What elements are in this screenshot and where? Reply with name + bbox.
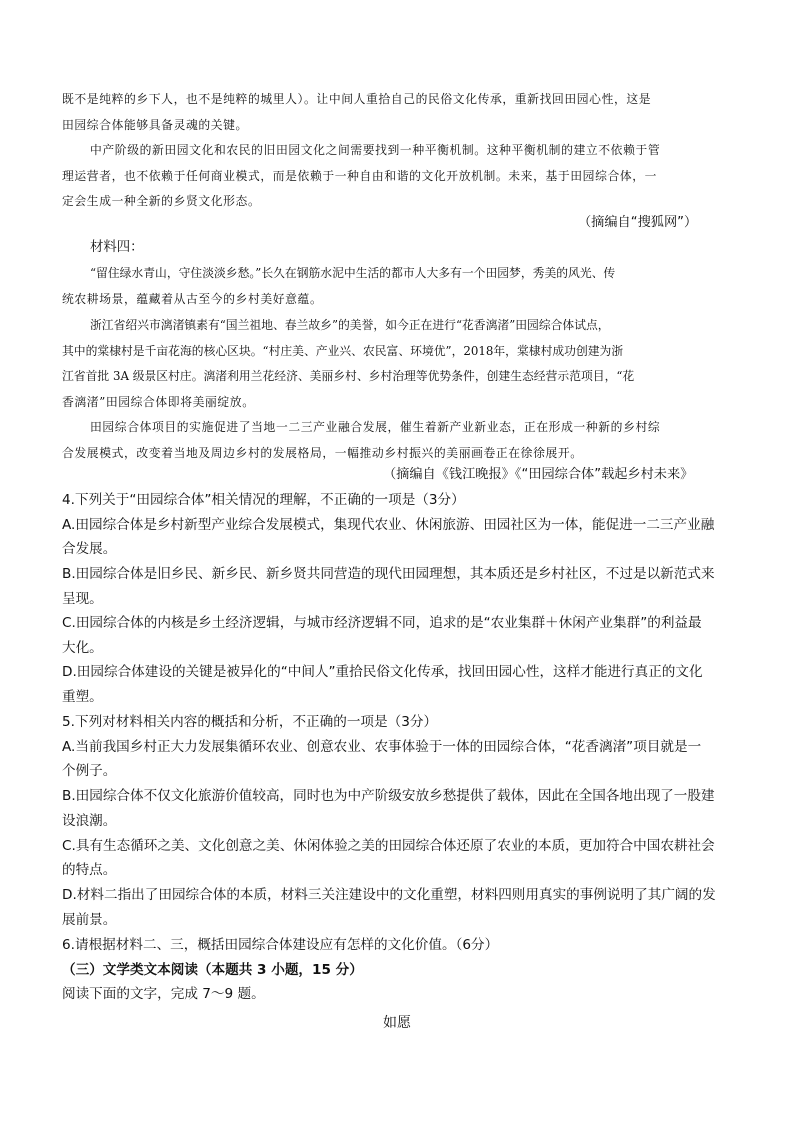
question5-option-d-cont: 展前景。 (62, 912, 117, 928)
material3-source: （摘编自“搜狐网”） (578, 215, 698, 230)
material4-p2-line-2: 其中的棠棣村是千亩花海的核心区块。“村庄美、产业兴、农民富、环境优”，2018年，棠棣村成功创建为浙 (62, 344, 624, 358)
material4-p2-line-4: 香漓渚”田园综合体即将美丽绽放。 (62, 395, 255, 409)
material4-heading: 材料四： (90, 240, 144, 255)
question5-option-b-cont: 设浪潮。 (62, 813, 117, 829)
material4-p2-line-3: 江省首批 3A 级景区村庄。漓渚利用兰花经济、美丽乡村、乡村治理等优势条件，创建生态经营示范项目，“花 (62, 369, 635, 383)
question6-stem: 6.请根据材料二、三，概括田园综合体建设应有怎样的文化价值。（6分） (62, 937, 499, 953)
material4-p3-line-2: 合发展模式，改变着当地及周边乡村的发展格局，一幅推动乡村振兴的美丽画卷正在徐徐展开。 (62, 446, 583, 460)
material4-p1-line-1: “留住绿水青山，守住淡淡乡愁。”长久在钢筋水泥中生活的都市人大多有一个田园梦，秀美的风光、传 (90, 266, 616, 280)
section3-instruction: 阅读下面的文字，完成 7～9 题。 (62, 986, 265, 1002)
question5-option-b: B.田园综合体不仅文化旅游价值较高，同时也为中产阶级安放乡愁提供了载体，因此在全国各地出现了一股建 (62, 788, 715, 804)
material3-line-5: 定会生成一种全新的乡贤文化形态。 (62, 194, 261, 208)
question4-option-b-cont: 呈现。 (62, 591, 103, 607)
material4-p1-line-2: 统农耕场景，蕴藏着从古至今的乡村美好意蕴。 (62, 292, 323, 306)
material3-line-1: 既不是纯粹的乡下人，也不是纯粹的城里人）。让中间人重拾自己的民俗文化传承，重新找回田园心性，这是 (62, 92, 652, 106)
question4-option-c: C.田园综合体的内核是乡土经济逻辑，与城市经济逻辑不同，追求的是“农业集群＋休闲产业集群”的利益最 (62, 615, 702, 631)
question5-option-a: A.当前我国乡村正大力发展集循环农业、创意农业、农事体验于一体的田园综合体，“花香漓渚”项目就是一 (62, 739, 702, 755)
question5-option-a-cont: 个例子。 (62, 763, 117, 779)
story-title: 如愿 (383, 1015, 411, 1031)
question4-option-a: A.田园综合体是乡村新型产业综合发展模式，集现代农业、休闲旅游、田园社区为一体，能促进一二三产业融 (62, 517, 715, 533)
question4-option-b: B.田园综合体是旧乡民、新乡民、新乡贤共同营造的现代田园理想，其本质还是乡村社区，不过是以新范式来 (62, 566, 715, 582)
material4-p2-line-1: 浙江省绍兴市漓渚镇素有“国兰祖地、春兰故乡”的美誉，如今正在进行“花香漓渚”田园综合体试点， (90, 318, 610, 332)
section3-heading: （三）文学类文本阅读（本题共 3 小题，15 分） (62, 962, 363, 978)
material4-p3-line-1: 田园综合体项目的实施促进了当地一二三产业融合发展，催生着新产业新业态，正在形成一种新的乡村综 (90, 420, 661, 434)
material3-line-3: 中产阶级的新田园文化和农民的旧田园文化之间需要找到一种平衡机制。这种平衡机制的建立不依赖于管 (90, 143, 661, 157)
question4-option-c-cont: 大化。 (62, 640, 103, 656)
question5-option-c-cont: 的特点。 (62, 862, 117, 878)
question4-stem: 4.下列关于“田园综合体”相关情况的理解，不正确的一项是（3分） (62, 492, 465, 508)
material4-source: （摘编自《钱江晚报》《“田园综合体”载起乡村未来》 (383, 467, 694, 482)
question5-stem: 5.下列对材料相关内容的概括和分析，不正确的一项是（3分） (62, 714, 438, 730)
question4-option-d-cont: 重塑。 (62, 689, 103, 705)
question5-option-d: D.材料二指出了田园综合体的本质，材料三关注建设中的文化重塑，材料四则用真实的事例说明了其广阔的发 (62, 887, 716, 903)
material3-line-4: 理运营者，也不依赖于任何商业模式，而是依赖于一种自由和谐的文化开放机制。未来，基于田园综合体，一 (62, 169, 658, 183)
question4-option-d: D.田园综合体建设的关键是被异化的“中间人”重拾民俗文化传承，找回田园心性，这样才能进行真正的文化 (62, 664, 703, 680)
question4-option-a-cont: 合发展。 (62, 541, 117, 557)
question5-option-c: C.具有生态循环之美、文化创意之美、休闲体验之美的田园综合体还原了农业的本质，更加符合中国农耕社会 (62, 838, 715, 854)
material3-line-2: 田园综合体能够具备灵魂的关键。 (62, 118, 248, 132)
